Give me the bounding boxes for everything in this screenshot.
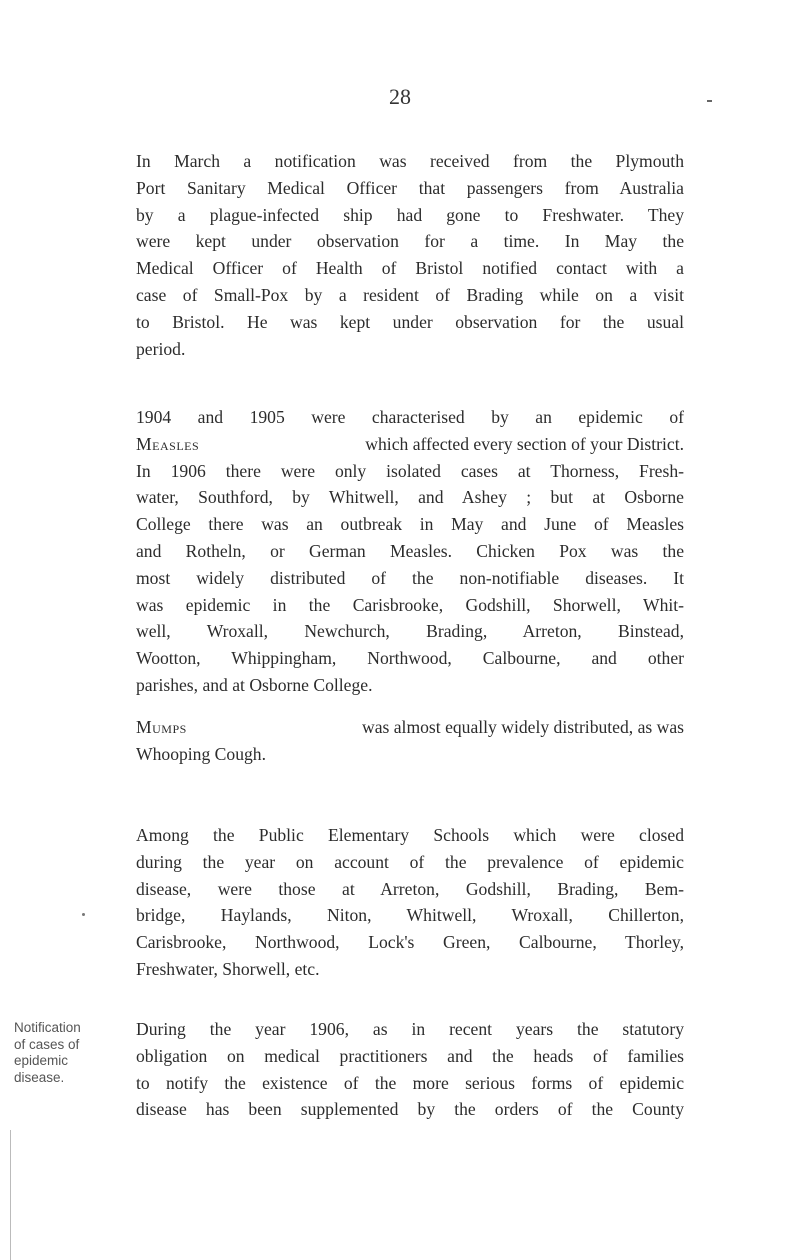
paragraph-plymouth-notification [136,148,684,362]
stray-dot [82,913,85,916]
margin-note [14,1020,124,1086]
text-line: to notify the existence of the more serious forms of epidemic [136,1072,684,1093]
page-edge-rule [10,1130,11,1260]
margin-note-line: epidemic [14,1053,69,1068]
text-line: disease, were those at Arreton, Godshill, Brading, Bem- [136,878,684,899]
paragraph-measles [136,404,684,699]
text-line: Wootton, Whippingham, Northwood, Calbourne, and other [136,648,684,669]
text-line: were kept under observation for a time. In May the [136,231,684,252]
mumps-line-rest: was almost equally widely distributed, as was [357,717,684,737]
text-line: well, Wroxall, Newchurch, Brading, Arreton, Binstead, [136,621,684,642]
page-number: 28 [389,84,411,109]
margin-note-line: Notification [14,1020,81,1035]
text-line: and Rotheln, or German Measles. Chicken Pox was the [136,540,684,561]
text-line: College there was an outbreak in May and June of Measles [136,514,684,535]
margin-note-line: disease. [14,1069,65,1085]
text-line: water, Southford, by Whitwell, and Ashey ; but at Osborne [136,487,684,508]
text-line: to Bristol. He was kept under observation for the usual [136,311,684,332]
paragraph-mumps [136,714,684,768]
text-line: obligation on medical practitioners and the heads of families [136,1045,684,1066]
paragraph-school-closures [136,822,684,983]
margin-note-line: of cases of [14,1036,80,1052]
text-line: was epidemic in the Carisbrooke, Godshill, Shorwell, Whit- [136,594,684,615]
text-line: period. [136,338,186,359]
text-line: most widely distributed of the non-notifiable diseases. It [136,567,684,588]
text-line: by a plague-infected ship had gone to Freshwater. They [136,204,684,225]
text-line: bridge, Haylands, Niton, Whitwell, Wroxall, Chillerton, [136,905,684,926]
text-line: Port Sanitary Medical Officer that passengers from Australia [136,177,684,198]
text-line: Carisbrooke, Northwood, Lock's Green, Calbourne, Thorley, [136,932,684,953]
text-line: parishes, and at Osborne College. [136,674,373,695]
text-line: In March a notification was received from the Plymouth [136,151,684,171]
mumps-term: Mumps [136,717,187,737]
text-line [136,431,684,458]
text-line: Among the Public Elementary Schools which were closed [136,825,684,845]
text-line: Freshwater, Shorwell, etc. [136,958,320,979]
text-line: during the year on account of the prevalence of epidemic [136,851,684,872]
text-line: During the year 1906, as in recent years the statutory [136,1019,684,1039]
measles-term: Measles [136,433,200,454]
text-line: Medical Officer of Health of Bristol notified contact with a [136,258,684,279]
text-line: disease has been supplemented by the orders of the County [136,1099,684,1120]
text-line: case of Small-Pox by a resident of Brading while on a visit [136,284,684,305]
text-line: Whooping Cough. [136,743,266,764]
text-line: In 1906 there were only isolated cases at Thorness, Fresh- [136,460,684,481]
text-line [136,714,684,741]
paragraph-notification-obligation [136,1016,684,1123]
stray-mark [707,100,712,102]
measles-line-rest: which affected every section of your District. [360,433,684,454]
text-line: 1904 and 1905 were characterised by an epidemic of [136,407,684,427]
